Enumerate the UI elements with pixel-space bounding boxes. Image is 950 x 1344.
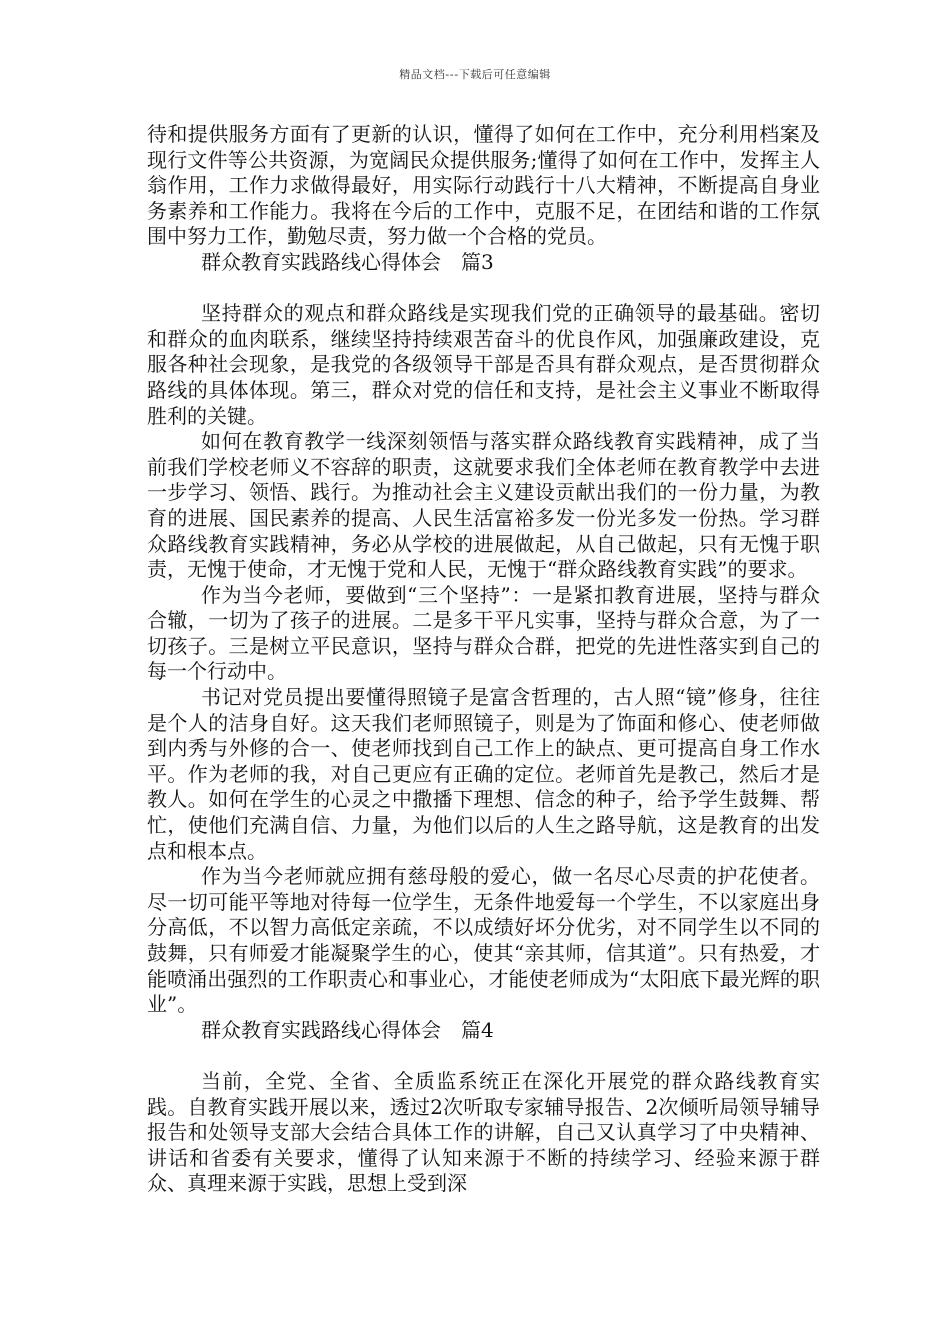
paragraph: 作为当今老师，要做到“三个坚持”：一是紧扣教育进展，坚持与群众合辙，一切为了孩子的进展。二是多干平凡实事，坚持与群众合意，为了一切孩子。三是树立平民意识，坚持与群众合群，把党的先进性落实到自己的每一个行动中。 <box>147 582 820 684</box>
paragraph: 坚持群众的观点和群众路线是实现我们党的正确领导的最基础。密切和群众的血肉联系，继续坚持持续艰苦奋斗的优良作风，加强廉政建设，克服各种社会现象，是我党的各级领导干部是否具有群众观点，是否贯彻群众路线的具体体现。第三，群众对党的信任和支持，是社会主义事业不断取得胜利的关键。 <box>147 301 820 428</box>
section-heading: 群众教育实践路线心得体会 篇4 <box>201 1017 494 1042</box>
paragraph: 当前，全党、全省、全质监系统正在深化开展党的群众路线教育实践。自教育实践开展以来，透过2次听取专家辅导报告、2次倾听局领导辅导报告和处领导支部大会结合具体工作的讲解，自己又认真学习了中央精神、讲话和省委有关要求，懂得了认知来源于不断的持续学习、经验来源于群众、真理来源于实践，思想上受到深 <box>147 1068 820 1196</box>
document-body <box>147 122 820 1197</box>
paragraph: 如何在教育教学一线深刻领悟与落实群众路线教育实践精神，成了当前我们学校老师义不容辞的职责，这就要求我们全体老师在教育教学中去进一步学习、领悟、践行。为推动社会主义建设贡献出我们的一份力量，为教育的进展、国民素养的提高、人民生活富裕多发一份光多发一份热。学习群众路线教育实践精神，务必从学校的进展做起，从自己做起，只有无愧于职责，无愧于使命，才无愧于党和人民，无愧于“群众路线教育实践”的要求。 <box>147 429 820 582</box>
paragraph: 作为当今老师就应拥有慈母般的爱心，做一名尽心尽责的护花使者。尽一切可能平等地对待每一位学生，无条件地爱每一个学生，不以家庭出身分高低，不以智力高低定亲疏，不以成绩好坏分优劣，对不同学生以不同的鼓舞，只有师爱才能凝聚学生的心，使其“亲其师，信其道”。只有热爱，才能喷涌出强烈的工作职责心和事业心，才能使老师成为“太阳底下最光辉的职业”。 <box>147 864 820 1017</box>
page-header: 精品文档---下载后可任意编辑 <box>399 68 551 81</box>
paragraph: 书记对党员提出要懂得照镜子是富含哲理的，古人照“镜”修身，往往是个人的洁身自好。这天我们老师照镜子，则是为了饰面和修心、使老师做到内秀与外修的合一、使老师找到自己工作上的缺点、更可提高自身工作水平。作为老师的我，对自己更应有正确的定位。老师首先是教己，然后才是教人。如何在学生的心灵之中撒播下理想、信念的种子，给予学生鼓舞、帮忙，使他们充满自信、力量，为他们以后的人生之路导航，这是教育的出发点和根本点。 <box>147 685 820 863</box>
blank-line <box>147 1043 820 1069</box>
paragraph: 待和提供服务方面有了更新的认识，懂得了如何在工作中，充分利用档案及现行文件等公共资源，为宽阔民众提供服务;懂得了如何在工作中，发挥主人翁作用，工作力求做得最好，用实际行动践行十八大精神，不断提高自身业务素养和工作能力。我将在今后的工作中，克服不足，在团结和谐的工作氛围中努力工作，勤勉尽责，努力做一个合格的党员。 <box>147 122 820 249</box>
blank-line <box>147 276 820 302</box>
section-heading: 群众教育实践路线心得体会 篇3 <box>201 249 494 274</box>
